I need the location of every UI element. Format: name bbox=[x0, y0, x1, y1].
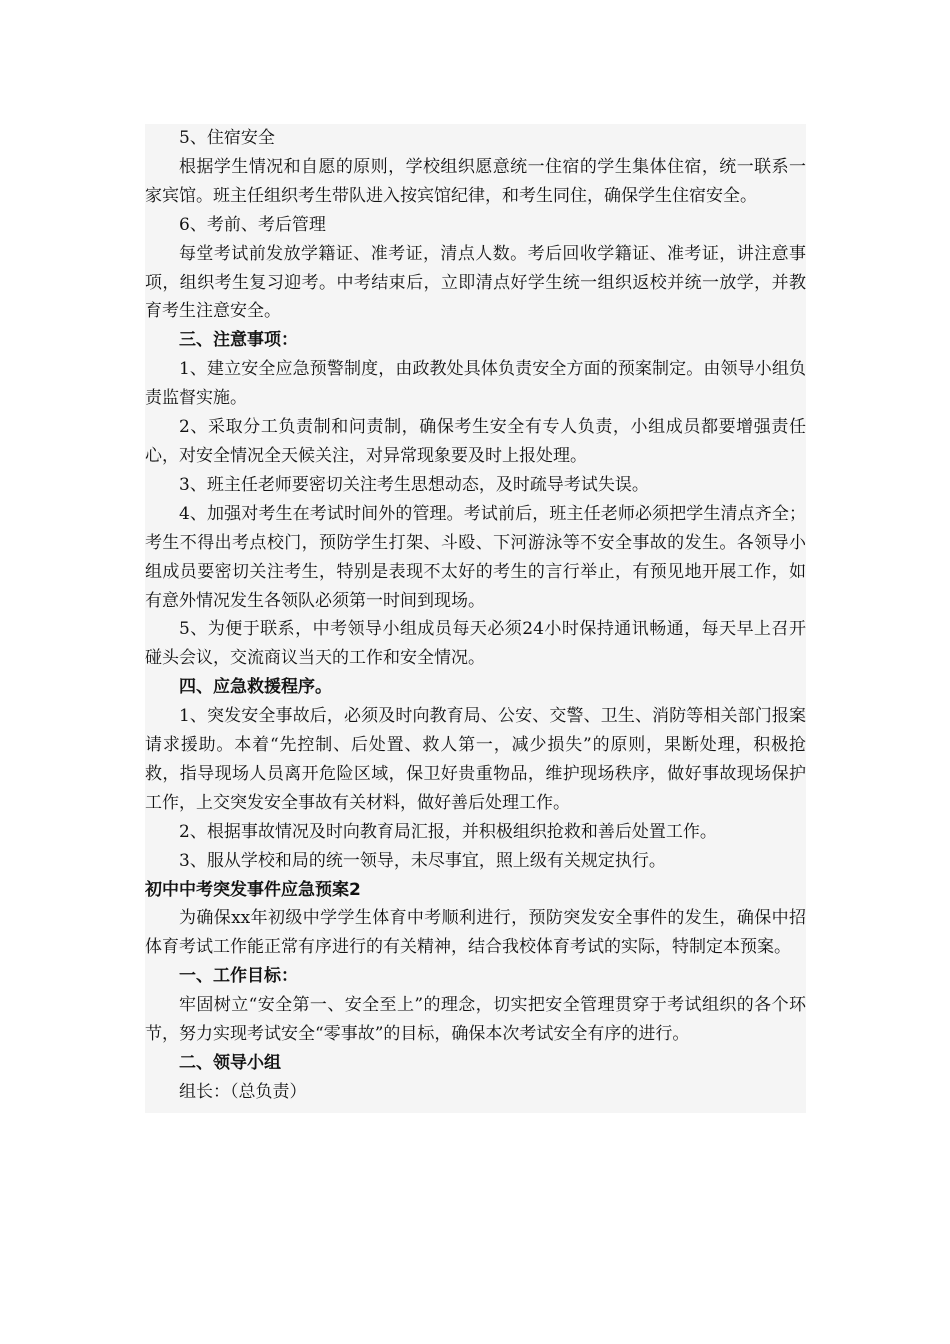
plan-2-intro: 为确保xx年初级中学学生体育中考顺利进行，预防突发安全事件的发生，确保中招体育考试工作能正常有序进行的有关精神，结合我校体育考试的实际，特制定本预案。 bbox=[145, 908, 806, 958]
notes-item-4: 4、加强对考生在考试时间外的管理。考试前后，班主任老师必须把学生清点齐全；考生不得出考点校门，预防学生打架、斗殴、下河游泳等不安全事故的发生。各领导小组成员要密切关注考生，特别是表现不太好的考生的言行举止，有预见地开展工作，如有意外情况发生各领队必须第一时间到现场。 bbox=[145, 503, 806, 611]
notes-item-3: 3、班主任老师要密切关注考生思想动态，及时疏导考试失误。 bbox=[179, 474, 649, 495]
rescue-item-1: 1、突发安全事故后，必须及时向教育局、公安、交警、卫生、消防等相关部门报案请求援助。本着“先控制、后处置、救人第一，减少损失”的原则，果断处理，积极抢救，指导现场人员离开危险区域，保卫好贵重物品，维护现场秩序，做好事故现场保护工作，上交突发安全事故有关材料，做好善后处理工作。 bbox=[145, 706, 806, 813]
plan-2-title: 初中中考突发事件应急预案2 bbox=[145, 879, 361, 900]
notes-heading: 三、注意事项： bbox=[179, 330, 298, 351]
document-body bbox=[145, 124, 806, 1113]
rescue-item-3: 3、服从学校和局的统一领导，未尽事宜，照上级有关规定执行。 bbox=[179, 850, 666, 871]
section-6-paragraph: 每堂考试前发放学籍证、准考证，清点人数。考后回收学籍证、准考证，讲注意事项，组织考生复习迎考。中考结束后，立即清点好学生统一组织返校并统一放学，并教育考生注意安全。 bbox=[145, 243, 806, 322]
leadership-heading: 二、领导小组 bbox=[179, 1053, 281, 1073]
section-5-heading: 5、住宿安全 bbox=[179, 128, 275, 148]
leadership-leader: 组长：（总负责） bbox=[179, 1081, 307, 1102]
section-5-paragraph: 根据学生情况和自愿的原则，学校组织愿意统一住宿的学生集体住宿，统一联系一家宾馆。班主任组织考生带队进入按宾馆纪律，和考生同住，确保学生住宿安全。 bbox=[145, 156, 806, 206]
rescue-heading: 四、应急救援程序。 bbox=[179, 677, 332, 698]
notes-item-2: 2、采取分工负责制和问责制，确保考生安全有专人负责，小组成员都要增强责任心，对安全情况全天候关注，对异常现象要及时上报处理。 bbox=[145, 417, 806, 466]
notes-item-5: 5、为便于联系，中考领导小组成员每天必须24小时保持通讯畅通，每天早上召开碰头会议，交流商议当天的工作和安全情况。 bbox=[145, 619, 806, 669]
goal-paragraph: 牢固树立“安全第一、安全至上”的理念，切实把安全管理贯穿于考试组织的各个环节，努力实现考试安全“零事故”的目标，确保本次考试安全有序的进行。 bbox=[145, 995, 806, 1045]
rescue-item-2: 2、根据事故情况及时向教育局汇报，并积极组织抢救和善后处置工作。 bbox=[179, 821, 717, 842]
section-6-heading: 6、考前、考后管理 bbox=[179, 214, 326, 235]
goal-heading: 一、工作目标： bbox=[179, 966, 298, 987]
notes-item-1: 1、建立安全应急预警制度，由政教处具体负责安全方面的预案制定。由领导小组负责监督实施。 bbox=[145, 359, 806, 409]
